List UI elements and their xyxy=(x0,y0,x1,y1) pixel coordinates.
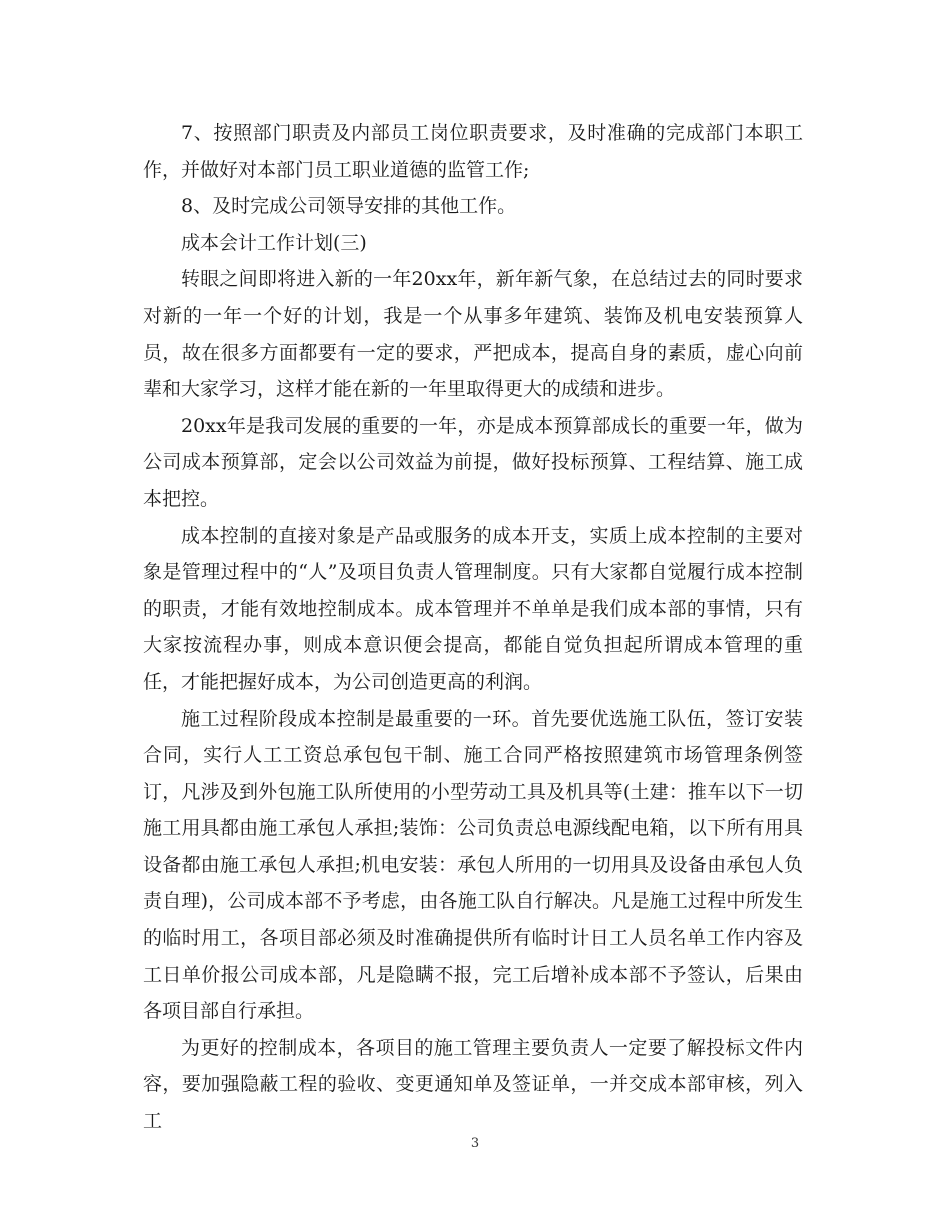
paragraph-project-management: 为更好的控制成本，各项目的施工管理主要负责人一定要了解投标文件内容，要加强隐蔽工程的验收、变更通知单及签证单，一并交成本部审核，列入工 xyxy=(143,1036,803,1133)
paragraph-item-7: 7、按照部门职责及内部员工岗位职责要求，及时准确的完成部门本职工作，并做好对本部门员工职业道德的监管工作; xyxy=(143,122,803,181)
page-number: 3 xyxy=(470,1136,480,1151)
document-body xyxy=(143,115,803,1140)
paragraph-intro: 转眼之间即将进入新的一年20xx年，新年新气象，在总结过去的同时要求对新的一年一个好的计划，我是一个从事多年建筑、装饰及机电安装预算人员，故在很多方面都要有一定的要求，严把成本，提高自身的素质，虚心向前辈和大家学习，这样才能在新的一年里取得更大的成绩和进步。 xyxy=(143,268,803,401)
paragraph-item-8: 8、及时完成公司领导安排的其他工作。 xyxy=(181,195,517,218)
paragraph-construction-stage: 施工过程阶段成本控制是最重要的一环。首先要优选施工队伍，签订安装合同，实行人工工资总承包包干制、施工合同严格按照建筑市场管理条例签订，凡涉及到外包施工队所使用的小型劳动工具及机具等(土建：推车以下一切施工用具都由施工承包人承担;装饰：公司负责总电源线配电箱，以下所有用具设备都由施工承包人承担;机电安装：承包人所用的一切用具及设备由承包人负责自理)，公司成本部不予考虑，由各施工队自行解决。凡是施工过程中所发生的临时用工，各项目部必须及时准确提供所有临时计日工人员名单工作内容及工日单价报公司成本部，凡是隐瞒不报，完工后增补成本部不予签认，后果由各项目部自行承担。 xyxy=(143,707,803,1023)
section-heading: 成本会计工作计划(三) xyxy=(181,231,367,254)
paragraph-cost-control: 成本控制的直接对象是产品或服务的成本开支，实质上成本控制的主要对象是管理过程中的“人”及项目负责人管理制度。只有大家都自觉履行成本控制的职责，才能有效地控制成本。成本管理并不单单是我们成本部的事情，只有大家按流程办事，则成本意识便会提高，都能自觉负担起所谓成本管理的重任，才能把握好成本，为公司创造更高的利润。 xyxy=(143,524,803,693)
paragraph-year-goal: 20xx年是我司发展的重要的一年，亦是成本预算部成长的重要一年，做为公司成本预算部，定会以公司效益为前提，做好投标预算、工程结算、施工成本把控。 xyxy=(143,414,803,510)
